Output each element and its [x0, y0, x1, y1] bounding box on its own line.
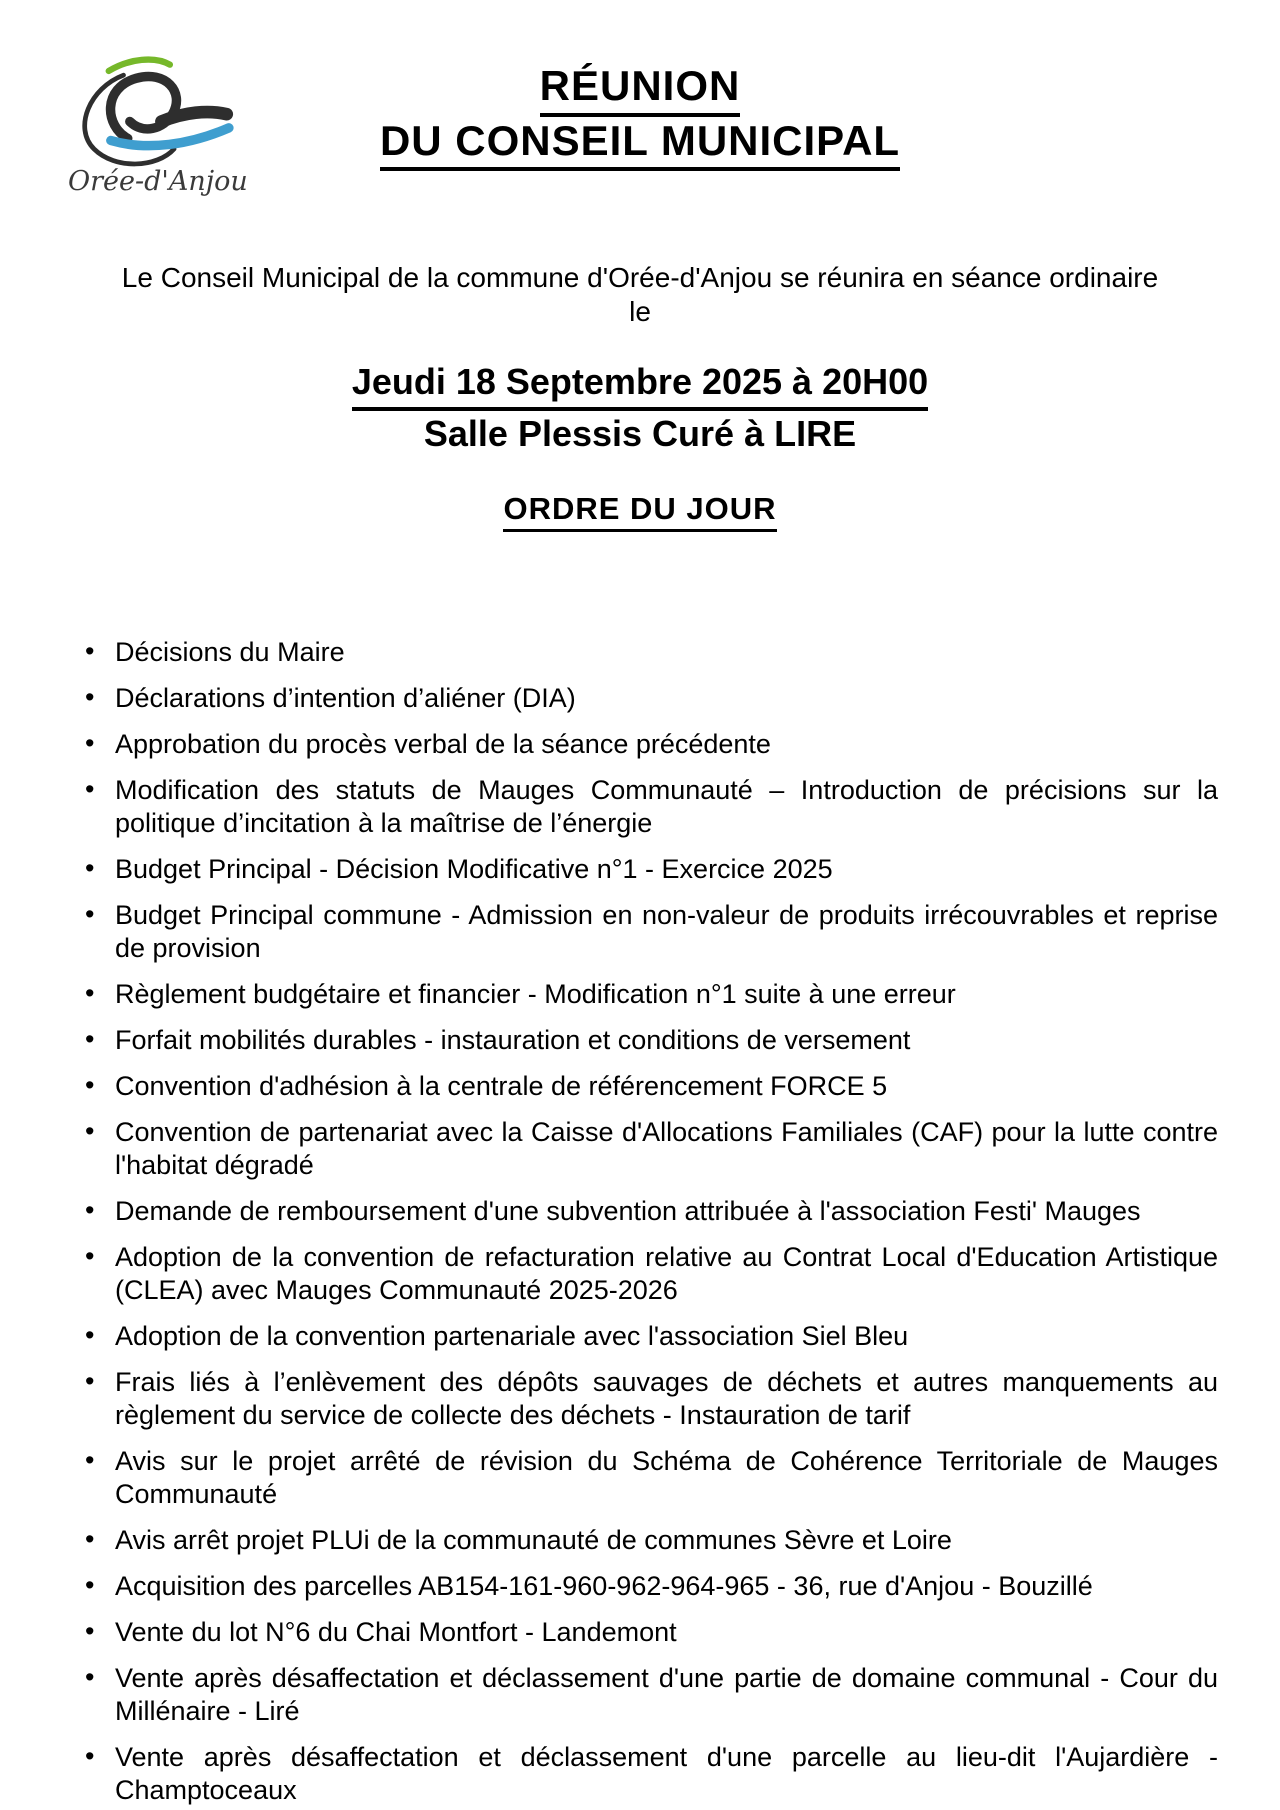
agenda-item: [84, 978, 1218, 1011]
meeting-datetime-block: [0, 359, 1280, 457]
agenda-item: [84, 1195, 1218, 1228]
agenda-item-text: Budget Principal commune - Admission en non-valeur de produits irrécouvrables et reprise de provision: [115, 900, 1218, 964]
title-line-1: RÉUNION: [540, 62, 741, 117]
bullet-icon: •: [85, 1570, 95, 1601]
agenda-item-text: Approbation du procès verbal de la séance précédente: [115, 729, 771, 760]
bullet-icon: •: [85, 774, 95, 805]
agenda-item-text: Déclarations d’intention d’aliéner (DIA): [115, 683, 576, 714]
oree-danjou-logo: [68, 52, 253, 197]
agenda-item-text: Frais liés à l’enlèvement des dépôts sauvages de déchets et autres manquements au règlement du service de collecte des déchets - Instauration de tarif: [115, 1367, 1218, 1431]
agenda-item: [84, 1662, 1218, 1728]
logo-inner-loop: [111, 77, 177, 139]
agenda-item: [84, 1445, 1218, 1511]
agenda-item: [84, 1741, 1218, 1807]
agenda-item: [84, 1570, 1218, 1603]
agenda-item-text: Demande de remboursement d'une subvention attribuée à l'association Festi' Mauges: [115, 1196, 1141, 1227]
intro-line-1: Le Conseil Municipal de la commune d'Orée-d'Anjou se réunira en séance ordinaire: [121, 262, 1159, 294]
agenda-item-text: Adoption de la convention partenariale avec l'association Siel Bleu: [115, 1321, 909, 1352]
agenda-item: [84, 1616, 1218, 1649]
bullet-icon: •: [85, 728, 95, 759]
agenda-item: [84, 899, 1218, 965]
bullet-icon: •: [85, 853, 95, 884]
agenda-item: [84, 682, 1218, 715]
agenda-item: [84, 728, 1218, 761]
agenda-item: [84, 1116, 1218, 1182]
agenda-item-text: Vente après désaffectation et déclassement d'une parcelle au lieu-dit l'Aujardière - Champtoceaux: [115, 1742, 1218, 1806]
bullet-icon: •: [85, 636, 95, 667]
agenda-item: [84, 1524, 1218, 1557]
bullet-icon: •: [85, 1445, 95, 1476]
bullet-icon: •: [85, 1662, 95, 1693]
bullet-icon: •: [85, 1116, 95, 1147]
bullet-icon: •: [85, 899, 95, 930]
agenda-item-text: Vente après désaffectation et déclassement d'une partie de domaine communal - Cour du Millénaire - Liré: [115, 1663, 1218, 1727]
agenda-item-text: Budget Principal - Décision Modificative n°1 - Exercice 2025: [115, 854, 833, 885]
intro-paragraph: [70, 261, 1210, 329]
bullet-icon: •: [85, 1741, 95, 1772]
logo-green-arc: [109, 60, 170, 71]
agenda-item-text: Acquisition des parcelles AB154-161-960-962-964-965 - 36, rue d'Anjou - Bouzillé: [115, 1571, 1093, 1602]
agenda-heading-text: ORDRE DU JOUR: [503, 491, 776, 532]
bullet-icon: •: [85, 682, 95, 713]
agenda-item: [84, 853, 1218, 886]
meeting-venue: Salle Plessis Curé à LIRE: [423, 413, 857, 455]
agenda-item: [84, 1241, 1218, 1307]
bullet-icon: •: [85, 1070, 95, 1101]
bullet-icon: •: [85, 1320, 95, 1351]
bullet-icon: •: [85, 1524, 95, 1555]
agenda-item: [84, 774, 1218, 840]
agenda-item-text: Convention de partenariat avec la Caisse d'Allocations Familiales (CAF) pour la lutte contre l'habitat dégradé: [115, 1117, 1218, 1181]
agenda-item-text: Forfait mobilités durables - instauration et conditions de versement: [115, 1025, 911, 1056]
bullet-icon: •: [85, 1241, 95, 1272]
agenda-heading: [0, 491, 1280, 532]
bullet-icon: •: [85, 1195, 95, 1226]
meeting-date: Jeudi 18 Septembre 2025 à 20H00: [352, 359, 928, 411]
agenda-item-text: Convention d'adhésion à la centrale de référencement FORCE 5: [115, 1071, 888, 1102]
agenda-item: [84, 1320, 1218, 1353]
agenda-item-text: Avis sur le projet arrêté de révision du Schéma de Cohérence Territoriale de Mauges Communauté: [115, 1446, 1218, 1510]
agenda-item: [84, 1024, 1218, 1057]
intro-line-2: le: [629, 296, 651, 328]
title-line-2: DU CONSEIL MUNICIPAL: [380, 117, 900, 172]
agenda-item-text: Vente du lot N°6 du Chai Montfort - Landemont: [115, 1617, 677, 1648]
logo-swirl-icon: [68, 52, 238, 170]
logo-brush-flick: [161, 112, 226, 121]
agenda-item: [84, 1366, 1218, 1432]
bullet-icon: •: [85, 1024, 95, 1055]
agenda-item-text: Règlement budgétaire et financier - Modification n°1 suite à une erreur: [115, 979, 956, 1010]
bullet-icon: •: [85, 1616, 95, 1647]
agenda-item-text: Avis arrêt projet PLUi de la communauté de communes Sèvre et Loire: [115, 1525, 952, 1556]
agenda-item: [84, 636, 1218, 669]
bullet-icon: •: [85, 978, 95, 1009]
agenda-item: [84, 1070, 1218, 1103]
agenda-list: [84, 636, 1218, 1807]
agenda-item-text: Décisions du Maire: [115, 637, 345, 668]
bullet-icon: •: [85, 1366, 95, 1397]
agenda-item-text: Modification des statuts de Mauges Communauté – Introduction de précisions sur la politique d’incitation à la maîtrise de l’énergie: [115, 775, 1218, 839]
logo-wordmark: Orée-d'Anjou: [68, 166, 248, 197]
agenda-item-text: Adoption de la convention de refacturation relative au Contrat Local d'Education Artistique (CLEA) avec Mauges Communauté 2025-2026: [115, 1242, 1218, 1306]
